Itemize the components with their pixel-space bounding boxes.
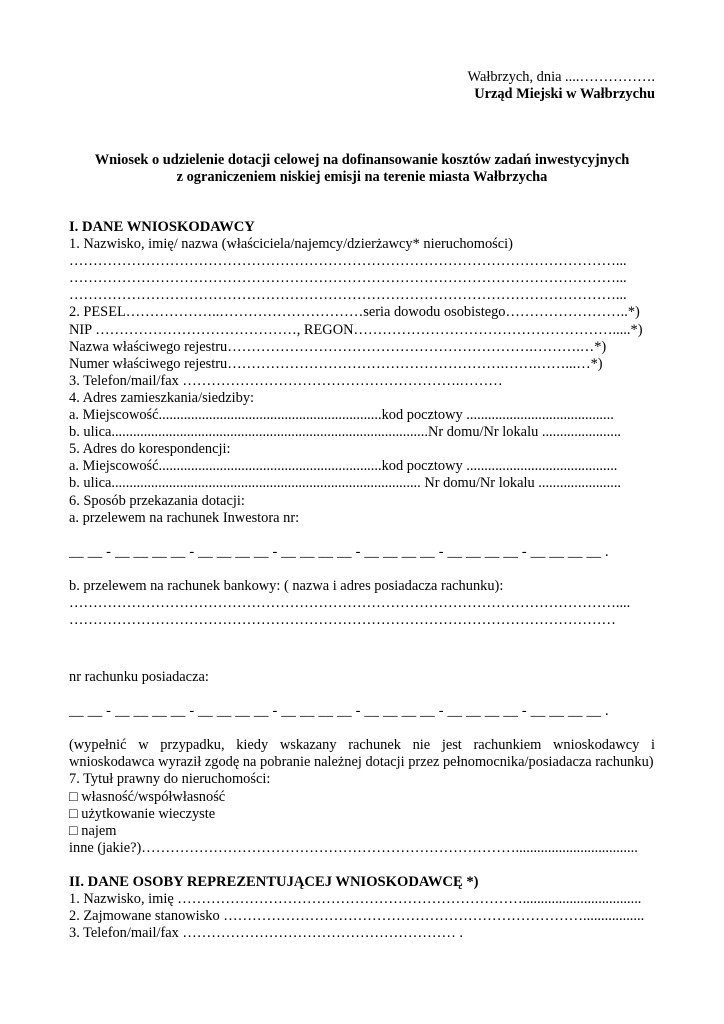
- field-residence-street[interactable]: b. ulica........................................................................................Nr domu/Nr lokalu ......................: [69, 424, 622, 441]
- section-heading-applicant: I. DANE WNIOSKODAWCY: [69, 219, 255, 235]
- field-name-label: 1. Nazwisko, imię/ nazwa (właściciela/najemcy/dzierżawcy* nieruchomości): [69, 236, 513, 253]
- title-line-2: z ograniczeniem niskiej emisji na terenie miasta Wałbrzycha: [176, 169, 548, 186]
- field-rep-position[interactable]: 2. Zajmowane stanowisko ………………………………………………………………….................: [69, 908, 645, 925]
- field-holder-dots-1[interactable]: ……………………………………………………………………………………………………....: [69, 594, 631, 611]
- label-legal-title: 7. Tytuł prawny do nieruchomości:: [69, 771, 271, 788]
- field-name-dots-3[interactable]: ……………………………………………………………………………………………………...: [69, 287, 627, 304]
- document-title: [69, 152, 655, 186]
- label-correspondence-address: 5. Adres do korespondencji:: [69, 441, 231, 458]
- field-rep-name[interactable]: 1. Nazwisko, imię ……………………………………………………………….................................: [69, 891, 642, 907]
- field-pesel[interactable]: 2. PESEL………………..…………………………seria dowodu osobistego……………………..*): [69, 304, 640, 321]
- place-date-line: Wałbrzych, dnia ....…………….: [467, 69, 655, 85]
- label-payment-method: 6. Sposób przekazania dotacji:: [69, 492, 245, 509]
- field-name-dots-1[interactable]: ……………………………………………………………………………………………………...: [69, 253, 627, 270]
- header-block: [69, 69, 655, 103]
- note-account-holder: (wypełnić w przypadku, kiedy wskazany rachunek nie jest rachunkiem wnioskodawcy i wnioskodawca wyraził zgodę na pobranie należnej dotacji przez pełnomocnika/posiadacza rachunku): [69, 737, 655, 771]
- label-holder-account: nr rachunku posiadacza:: [69, 669, 209, 686]
- field-nip-regon[interactable]: NIP ……………………………………, REGON……………………………………………….....*): [69, 321, 643, 338]
- field-residence-city[interactable]: a. Miejscowość..............................................................kod pocztowy .........................................: [69, 407, 614, 424]
- section-heading-representative: II. DANE OSOBY REPREZENTUJĄCEJ WNIOSKODAWCĘ *): [69, 873, 479, 890]
- option-lease[interactable]: □ najem: [69, 822, 117, 839]
- field-rep-contact[interactable]: 3. Telefon/mail/fax ………………………………………………… .: [69, 925, 464, 942]
- field-correspondence-street[interactable]: b. ulica...................................................................................... Nr domu/Nr lokalu .......................: [69, 475, 622, 492]
- option-ownership[interactable]: □ własność/współwłasność: [69, 788, 226, 805]
- label-bank-transfer: b. przelewem na rachunek bankowy: ( nazwa i adres posiadacza rachunku):: [69, 577, 504, 594]
- field-correspondence-city[interactable]: a. Miejscowość..............................................................kod pocztowy ..........................................: [69, 458, 618, 475]
- form-body: [69, 219, 655, 942]
- field-investor-account-number[interactable]: __ __ - __ __ __ __ - __ __ __ __ - __ __ __ __ - __ __ __ __ - __ __ __ __ - __ __ __ __ .: [69, 543, 609, 560]
- title-line-1: Wniosek o udzielenie dotacji celowej na dofinansowanie kosztów zadań inwestycyjnych: [94, 152, 630, 168]
- field-contact[interactable]: 3. Telefon/mail/fax ………………………………………………….………: [69, 372, 503, 389]
- option-perpetual-usufruct[interactable]: □ użytkowanie wieczyste: [69, 805, 216, 822]
- label-investor-account: a. przelewem na rachunek Inwestora nr:: [69, 509, 300, 526]
- field-register-name[interactable]: Nazwa właściwego rejestru……………………………………………………….……….…*): [69, 338, 607, 355]
- field-register-number[interactable]: Numer właściwego rejestru………………………………………………….…….……...…*): [69, 355, 603, 372]
- field-other-title[interactable]: inne (jakie?)……………………………………………………………………..................................: [69, 839, 638, 856]
- label-residence-address: 4. Adres zamieszkania/siedziby:: [69, 389, 255, 406]
- field-holder-dots-2[interactable]: ……………………………………………………………………………………………………: [69, 611, 616, 628]
- field-name-dots-2[interactable]: ……………………………………………………………………………………………………...: [69, 270, 627, 287]
- field-holder-account-number[interactable]: __ __ - __ __ __ __ - __ __ __ __ - __ __ __ __ - __ __ __ __ - __ __ __ __ - __ __ __ __ .: [69, 703, 609, 720]
- office-name: Urząd Miejski w Wałbrzychu: [474, 86, 655, 103]
